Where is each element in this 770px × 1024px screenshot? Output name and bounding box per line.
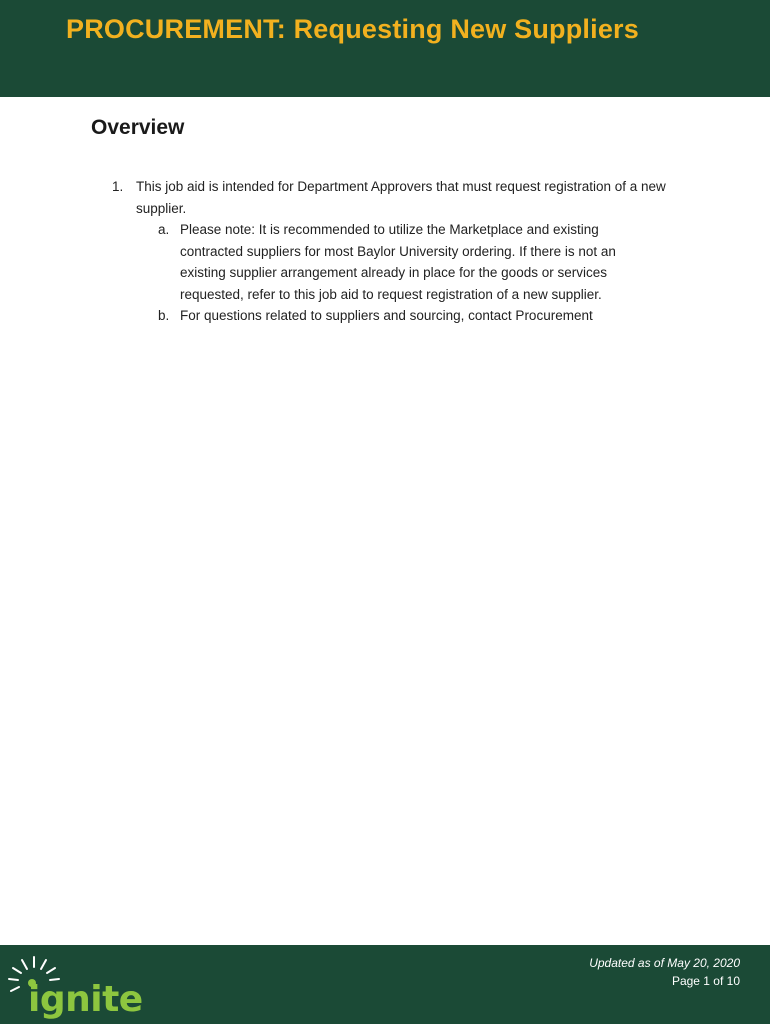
document-title: PROCUREMENT: Requesting New Suppliers	[66, 14, 639, 44]
sub-list-item-marker: b.	[158, 308, 170, 323]
list-item-text: This job aid is intended for Department Approvers that must request registration of a new supplier.	[136, 179, 666, 216]
list-item	[112, 176, 672, 327]
overview-list	[112, 176, 672, 327]
sub-list	[136, 219, 672, 327]
list-item-number: 1.	[112, 179, 124, 194]
footer-meta	[589, 954, 740, 990]
header-band	[0, 0, 770, 97]
updated-date: Updated as of May 20, 2020	[589, 956, 740, 970]
sub-list-item-marker: a.	[158, 222, 170, 237]
page-number: Page 1 of 10	[671, 974, 740, 988]
sub-list-item-text: Please note: It is recommended to utilize the Marketplace and existing contracted suppliers for most Baylor University ordering. If there is not an existing supplier arrangement already in place for the goods or services requested, refer to this job aid to request registration of a new supplier.	[180, 222, 616, 302]
section-heading-overview: Overview	[91, 116, 185, 139]
footer-band	[0, 945, 770, 1024]
sub-list-item	[158, 305, 650, 327]
sub-list-item-text: For questions related to suppliers and sourcing, contact Procurement	[180, 308, 593, 323]
ignite-logo	[6, 953, 146, 1019]
logo-wordmark: ignite	[28, 979, 143, 1020]
sub-list-item	[158, 219, 650, 305]
